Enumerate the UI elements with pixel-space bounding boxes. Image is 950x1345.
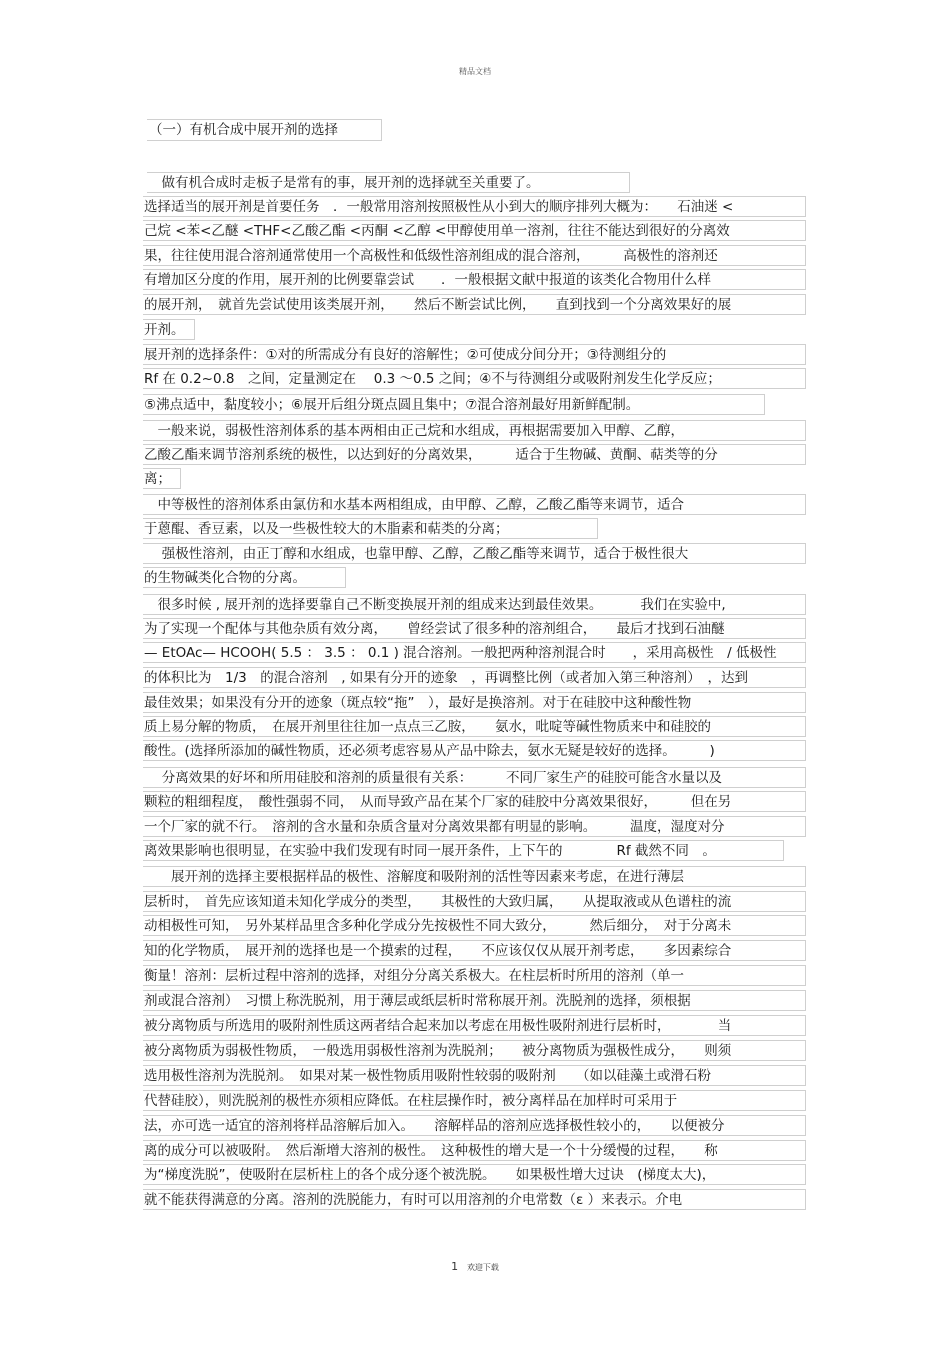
text-line: 展开剂的选择条件：①对的所需成分有良好的溶解性；②可使成分间分开；③待测组分的 (143, 344, 806, 365)
text-line: 离； (143, 468, 181, 489)
section-title: （一）有机合成中展开剂的选择 (147, 119, 382, 141)
text-line: 选择适当的展开剂是首要任务 ．一般常用溶剂按照极性从小到大的顺序排列大概为： 石油迷 < (143, 196, 806, 217)
text-line: 离效果影响也很明显，在实验中我们发现有时同一展开条件，上下午的 Rf 截然不同 。 (143, 840, 784, 861)
text-line: 的生物碱类化合物的分离。 (143, 567, 346, 588)
header-watermark: 精品文档 (459, 67, 491, 76)
text-line: 动相极性可知， 另外某样品里含多种化学成分先按极性不同大致分， 然后细分， 对于分离未 (143, 915, 806, 936)
text-line: 果，往往使用混合溶剂通常使用一个高极性和低级性溶剂组成的混合溶剂， 高极性的溶剂还 (143, 245, 806, 266)
text-line: 己烷 <苯<乙醚 <THF<乙酸乙酯 <丙酮 <乙醇 <甲醇使用单一溶剂，往往不能达到很好的分离效 (143, 220, 806, 241)
text-line: 质上易分解的物质， 在展开剂里往往加一点点三乙胺， 氨水，吡啶等碱性物质来中和硅胶的 (143, 716, 806, 737)
text-line: 很多时候 , 展开剂的选择要靠自己不断变换展开剂的组成来达到最佳效果。 我们在实验中, (143, 594, 806, 615)
page-footer (0, 1260, 950, 1273)
text-line: ⑤沸点适中，黏度较小；⑥展开后组分斑点圆且集中；⑦混合溶剂最好用新鲜配制。 (143, 394, 765, 415)
page-number: 1 (451, 1260, 459, 1273)
text-line: 酸性。(选择所添加的碱性物质，还必须考虑容易从产品中除去，氨水无疑是较好的选择。 ) (143, 740, 806, 761)
text-line: 最佳效果；如果没有分开的迹象（斑点较“拖” ），最好是换溶剂。对于在硅胶中这种酸性物 (143, 692, 806, 713)
text-line: 的展开剂， 就首先尝试使用该类展开剂， 然后不断尝试比例， 直到找到一个分离效果好的展 (143, 294, 806, 315)
text-line: 为“梯度洗脱”，使吸附在层析柱上的各个成分逐个被洗脱。 如果极性增大过诀 (梯度太大)， (143, 1164, 806, 1185)
text-line: 展开剂的选择主要根据样品的极性、溶解度和吸附剂的活性等因素来考虑，在进行薄层 (143, 866, 806, 887)
text-line: 中等极性的溶剂体系由氯仿和水基本两相组成，由甲醇、乙醇，乙酸乙酯等来调节，适合 (143, 494, 806, 515)
text-line: 一个厂家的就不行。 溶剂的含水量和杂质含量对分离效果都有明显的影响。 温度，湿度对分 (143, 816, 806, 837)
text-line: 离的成分可以被吸附。 然后渐增大溶剂的极性。 这种极性的增大是一个十分缓慢的过程， 称 (143, 1140, 806, 1161)
text-line: 层析时， 首先应该知道未知化学成分的类型， 其极性的大致归属， 从提取液或从色谱柱的流 (143, 891, 806, 912)
text-line: 于蒽醌、香豆素，以及一些极性较大的木脂素和萜类的分离； (143, 518, 598, 539)
text-line: 颗粒的粗细程度， 酸性强弱不同， 从而导致产品在某个厂家的硅胶中分离效果很好， 但在另 (143, 791, 806, 812)
text-line: 为了实现一个配体与其他杂质有效分离， 曾经尝试了很多种的溶剂组合， 最后才找到石油醚 (143, 618, 806, 639)
text-line: 衡量！溶剂：层析过程中溶剂的选择，对组分分离关系极大。在柱层析时所用的溶剂（单一 (143, 965, 806, 986)
text-line: 有增加区分度的作用，展开剂的比例要靠尝试 ．一般根据文献中报道的该类化合物用什么样 (143, 269, 806, 290)
text-line: 做有机合成时走板子是常有的事，展开剂的选择就至关重要了。 (147, 172, 630, 193)
text-line: Rf 在 0.2~0.8 之间，定量测定在 0.3 ～0.5 之间；④不与待测组分或吸附剂发生化学反应； (143, 368, 806, 389)
text-line: 分离效果的好坏和所用硅胶和溶剂的质量很有关系： 不同厂家生产的硅胶可能含水量以及 (143, 767, 806, 788)
text-line: 选用极性溶剂为洗脱剂。 如果对某一极性物质用吸附性较弱的吸附剂 （如以硅藻土或滑石粉 (143, 1065, 806, 1086)
text-line: 一般来说，弱极性溶剂体系的基本两相由正己烷和水组成，再根据需要加入甲醇、乙醇， (143, 420, 806, 441)
footer-text: 欢迎下载 (466, 1263, 499, 1272)
text-line: 被分离物质与所选用的吸附剂性质这两者结合起来加以考虑在用极性吸附剂进行层析时， 当 (143, 1015, 806, 1036)
text-line: 开剂。 (143, 319, 195, 340)
text-line: 的体积比为 1/3 的混合溶剂 , 如果有分开的迹象 ，再调整比例（或者加入第三种溶剂） ，达到 (143, 667, 806, 688)
text-line: 剂或混合溶剂） 习惯上称洗脱剂，用于薄层或纸层析时常称展开剂。洗脱剂的选择，须根据 (143, 990, 806, 1011)
text-line: — EtOAc— HCOOH( 5.5 ： 3.5 ： 0.1 ) 混合溶剂。一般把两种溶剂混合时 ，采用高极性 / 低极性 (143, 642, 806, 663)
text-line: 强极性溶剂，由正丁醇和水组成，也靠甲醇、乙醇，乙酸乙酯等来调节，适合于极性很大 (143, 543, 806, 564)
text-line: 乙酸乙酯来调节溶剂系统的极性，以达到好的分离效果， 适合于生物碱、黄酮、萜类等的分 (143, 444, 806, 465)
text-line: 就不能获得满意的分离。溶剂的洗脱能力，有时可以用溶剂的介电常数（ε ）来表示。介电 (143, 1189, 806, 1210)
text-line: 被分离物质为弱极性物质， 一般选用弱极性溶剂为洗脱剂； 被分离物质为强极性成分， 则须 (143, 1040, 806, 1061)
text-line: 法，亦可选一适宜的溶剂将样品溶解后加入。 溶解样品的溶剂应选择极性较小的， 以便被分 (143, 1115, 806, 1136)
text-line: 代替硅胶），则洗脱剂的极性亦须相应降低。在柱层操作时，被分离样品在加样时可采用于 (143, 1090, 806, 1111)
text-line: 知的化学物质， 展开剂的选择也是一个摸索的过程， 不应该仅仅从展开剂考虑， 多因素综合 (143, 940, 806, 961)
